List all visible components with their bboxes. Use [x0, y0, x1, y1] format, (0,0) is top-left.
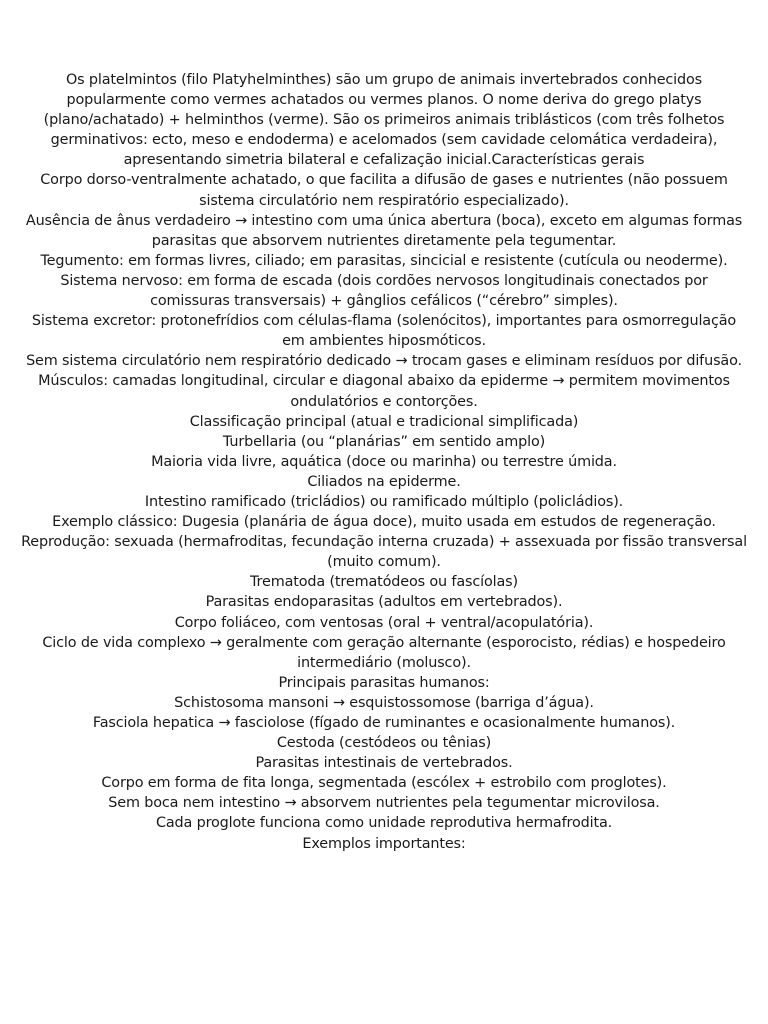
cestoda-body: Corpo em forma de fita longa, segmentada (escólex + estrobilo com proglotes). — [101, 775, 667, 792]
trematoda-fasciola: Fasciola hepatica → fasciolose (fígado de ruminantes e ocasionalmente humanos). — [92, 715, 676, 731]
turbellaria-example: Exemplo clássico: Dugesia (planária de água doce), muito usada em estudos de regeneração. — [52, 514, 716, 531]
cestoda-no-mouth: Sem boca nem intestino → absorvem nutrientes pela tegumentar microvilosa. — [108, 795, 660, 812]
trematoda-parasites: Parasitas endoparasitas (adultos em vertebrados). — [205, 594, 563, 611]
paragraph-muscles: Músculos: camadas longitudinal, circular e diagonal abaixo da epiderme → permitem movimentos ondulatórios e contorções. — [38, 373, 730, 410]
heading-classification: Classificação principal (atual e tradicional simplificada) — [189, 413, 579, 430]
cestoda-examples-heading: Exemplos importantes: — [302, 835, 466, 852]
paragraph-no-circulatory: Sem sistema circulatório nem respiratório dedicado → trocam gases e eliminam resíduos por difusão. — [26, 353, 742, 370]
document-body — [20, 70, 748, 854]
cestoda-proglottid: Cada proglote funciona como unidade reprodutiva hermafrodita. — [155, 815, 613, 832]
trematoda-body: Corpo foliáceo, com ventosas (oral + ventral/acopulatória). — [174, 614, 594, 631]
heading-cestoda: Cestoda (cestódeos ou tênias) — [276, 735, 492, 752]
turbellaria-reproduction: Reprodução: sexuada (hermafroditas, fecundação interna cruzada) + assexuada por fissão transversal (muito comum). — [21, 534, 747, 571]
paragraph-no-anus: Ausência de ânus verdadeiro → intestino com uma única abertura (boca), exceto em algumas formas parasitas que absorvem nutrientes diretamente pela tegumentar. — [25, 212, 743, 249]
heading-turbellaria: Turbellaria (ou “planárias” em sentido amplo) — [222, 433, 546, 450]
paragraph-body-shape: Corpo dorso-ventralmente achatado, o que facilita a difusão de gases e nutrientes (não possuem sistema circulatório nem respiratório especializado). — [40, 172, 728, 209]
intro-paragraph: Os platelmintos (filo Platyhelminthes) são um grupo de animais invertebrados conhecidos popularmente como vermes achatados ou vermes planos. O nome deriva do grego platys (plano/achatado) + helminthos (verme). São os primeiros animais triblásticos (com três folhetos germinativos: ecto, meso e endoderma) e acelomados (sem cavidade celomática verdadeira), apresentando simetria bilateral e cefalização inicial.Características gerais — [43, 72, 725, 169]
heading-trematoda: Trematoda (trematódeos ou fascíolas) — [250, 574, 518, 591]
cestoda-parasites: Parasitas intestinais de vertebrados. — [255, 755, 513, 772]
paragraph-tegument: Tegumento: em formas livres, ciliado; em parasitas, sincicial e resistente (cutícula ou neoderme). — [40, 252, 728, 269]
paragraph-excretory-system: Sistema excretor: protonefrídios com células-flama (solenócitos), importantes para osmorregulação em ambientes hiposmóticos. — [31, 313, 737, 350]
turbellaria-intestine: Intestino ramificado (tricládios) ou ramificado múltiplo (policládios). — [144, 493, 624, 510]
turbellaria-habitat: Maioria vida livre, aquática (doce ou marinha) ou terrestre úmida. — [151, 453, 617, 470]
trematoda-schistosoma: Schistosoma mansoni → esquistossomose (barriga d’água). — [174, 694, 594, 711]
paragraph-nervous-system: Sistema nervoso: em forma de escada (dois cordões nervosos longitudinais conectados por comissuras transversais) + gânglios cefálicos (“cérebro” simples). — [60, 272, 708, 310]
trematoda-human-parasites-heading: Principais parasitas humanos: — [278, 674, 490, 691]
trematoda-life-cycle: Ciclo de vida complexo → geralmente com geração alternante (esporocisto, rédias) e hospedeiro intermediário (molusco). — [42, 634, 726, 671]
turbellaria-cilia: Ciliados na epiderme. — [307, 473, 461, 490]
